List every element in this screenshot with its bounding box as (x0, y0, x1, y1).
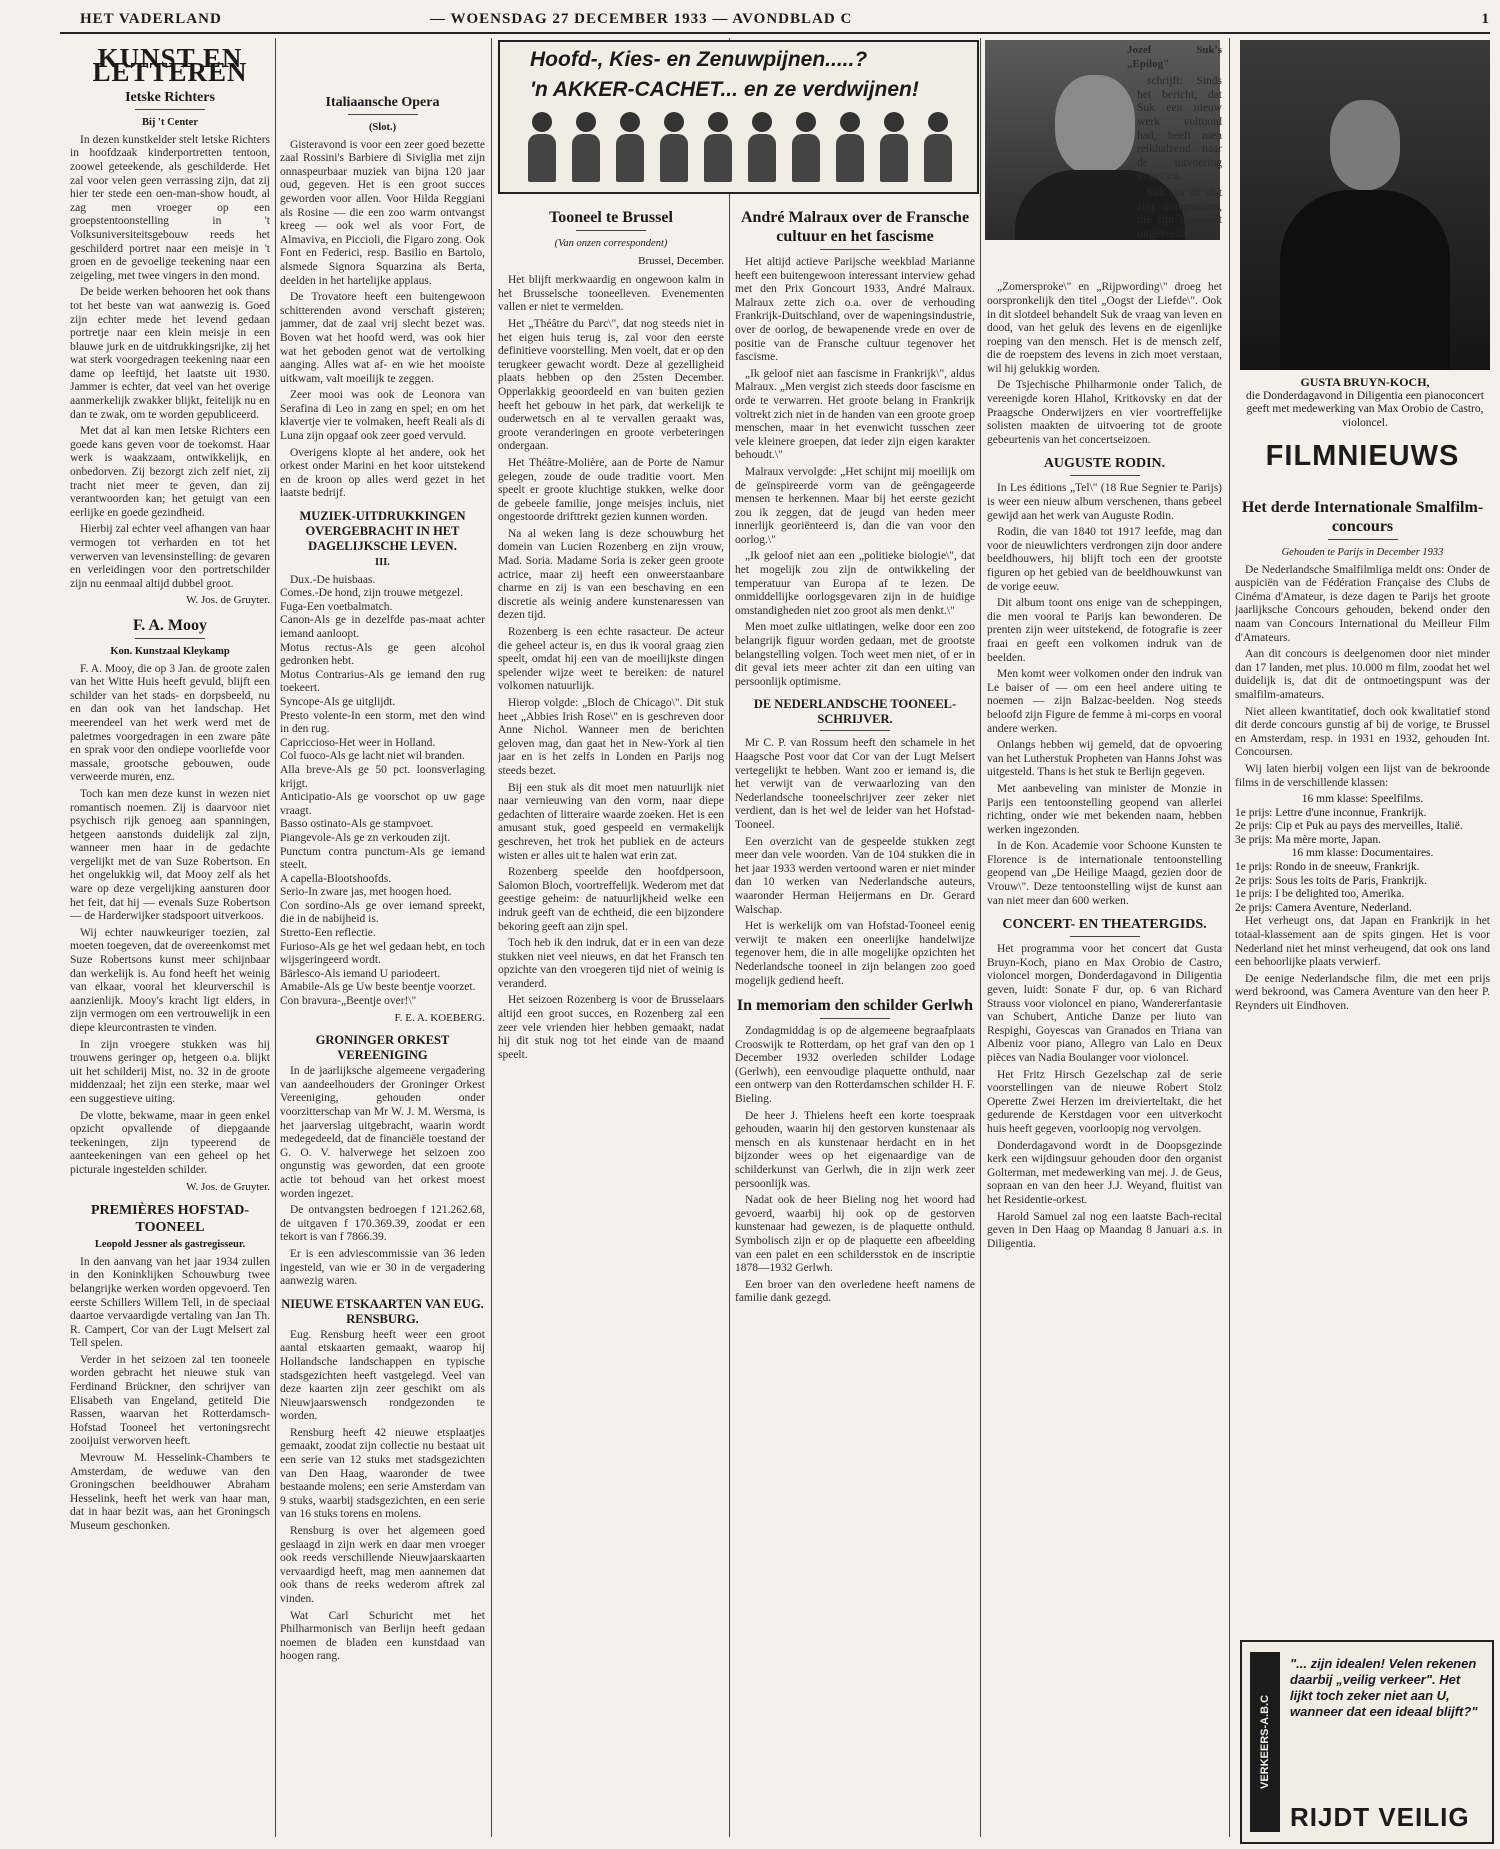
article-body: schrijft: Sinds het bericht, dat Suk een nieuw werk voltooid had, heeft men reikhalzend naar de uitvoering uitgezien. Suk aan dit slot zijn composities, die zijn imposant uitgeveerd. (1137, 75, 1222, 240)
prize-title: Sous les toits de Paris, Frankrijk. (1275, 874, 1427, 887)
column-1 (70, 38, 270, 1839)
article-signature: W. Jos. de Gruyter. (186, 594, 270, 607)
column-divider (729, 38, 730, 1837)
article-subtitle: Kon. Kunstzaal Kleykamp (110, 645, 230, 657)
prize-row (1235, 875, 1490, 889)
article-body: F. A. Mooy, die op 3 Jan. de groote zalen van het Witte Huis heeft gevuld, blijft een schilder van het stads- en dorpsbeeld, nu en dan ook van het landschap. Het meerendeel van het werk werd met de paletmes voorgedragen in een zware pâte en sprak voor den ondiepe voorliefde voor massale, grootsche gebouwen, oude verweerde muren, enz. Toch kan men deze kunst in wezen niet romantisch noemen. Zij is daarvoor niet psychisch rijk genoeg aan spanningen, hetgeen aanstonds duidelijk zal zijn, wanneer men haar in de gedachte vergelijkt met de van Suze Robertson. En het ongelukkig wil, dat Mooy zelf als het ware op deze vergelijking aansturen door het feit, dat hij — evenals Suze Robertson — de Harderwijker stadspoort uitverkoos. Wij echter nauwkeuriger toezien, zal moeten toegeven, dat de overeenkomst met Suze Robertsons kunst meer schijnbaar dan werkelijk is. Au fond heeft het weinig van elkaar, vooral het kleurverschil is aanzienlijk. Mooy's kracht ligt elders, in zijn vermogen om een vertrouwelijk in een diepe kleurcontrasten te vinden. In zijn vroegere stukken was hij trouwens geringer op, hetgeen o.a. blijkt uit het schilderij Mist, no. 32 in de groote middenzaal; het zijn een sterke, maar wel een suggestieve uiting. De vlotte, bekwame, maar in geen enkel opzicht opvallende of diepgaande teekeningen, zijn typeerend de aanteekeningen van een geheel op het picturale ingestelden schilder. (70, 662, 270, 1176)
article-subtitle: Leopold Jessner als gastregisseur. (94, 1239, 246, 1251)
prize-title: Camera Aventure, Nederland. (1275, 901, 1412, 914)
article-body: Mr C. P. van Rossum heeft den schamele in het Haagsche Post voor dat Cor van der Lugt Melsert vertegelijkt te hebben. Want zoo er iemand is, die het verwijt van de verwaarlozing van den Nederlandsche tooneelschrijver zeer zeker niet verdient, dan is het wel de leider van het Hofstad-Tooneel. Een overzicht van de gespeelde stukken zegt meer dan vele woorden. Van de 104 stukken die in het jaar 1933 werden vertoond waren er niet minder dan 10 werken van Nederlandsche auteurs, waaronder Herman Heijermans en Dr. Gerard Walschap. Het is werkelijk om van Hofstad-Tooneel eenig verwijt te maken een oneerlijke handelwijze tegenover hem, die in alle mogelijke opzichten het Nederlandsche tooneel in zijn belangen zoo goed mogelijk gediend heeft. (735, 737, 975, 987)
ad-headline: Hoofd-, Kies- en Zenuwpijnen.....? (530, 48, 868, 71)
article-title: Het derde Internationale Smalfilm-concours (1241, 499, 1484, 535)
article-subtitle: Gehouden te Parijs in December 1933 (1281, 547, 1444, 558)
photo-caption (1240, 376, 1490, 430)
article-body: In den aanvang van het jaar 1934 zullen in den Koninklijken Schouwburg twee belangrijke werken worden opgevoerd. Ten eerste Schillers Willem Tell, in de speciaal daartoe vervaardigde vertaling van Jan Th. R. Campert, Cor van der Lugt Melsert zal Tell spelen. Verder in het seizoen zal ten tooneele worden gebracht het nieuwe stuk van Ferdinand Brückner, den schrijver van Elisabeth van Engeland, getiteld Die Rassen, waarvan het Rotterdamsch-Hofstad Tooneel het vertoningsrecht zooijuist verworven heeft. Mevrouw M. Hesselink-Chambers te Amsterdam, de weduwe van den Groningschen beeldhouwer Abraham Hesselink, heeft het werk van haar man, dat in haar bezit was, aan het Groningsch Museum geschonken. (70, 1255, 270, 1532)
column-divider (980, 38, 981, 1837)
article-body: In Les éditions „Tel\" (18 Rue Segnier te Parijs) is weer een nieuw album verschenen, thans gebeel gewijd aan het werk van Auguste Rodin. Rodin, die van 1840 tot 1917 leefde, mag dan voor de nieuwlichters verdrongen zijn door andere beeldhouwers, hij blijft toch een der grootste figuren op het gebied van de beeldhouwkunst van de vorige eeuw. Dit album toont ons enige van de scheppingen, die men vooral te Parijs kan bewonderen. De prenten zijn weer uitstekend, de fotografie is zeer fraai en geeft een volkomen indruk van de beelden. Men komt weer volkomen onder den indruk van Le baiser of — om een heel andere uiting te noemen — zijn Balzac-beelden. Nog steeds beloofd zijn Figure de femme à mi-corps en vooral andere werken. Onlangs hebben wij gemeld, dat de opvoering van het Lutherstuk Propheten van Hanns Johst was uitgesteld. Thans is het stuk te Berlijn gegeven. Met aanbeveling van minister de Monzie in Parijs een tentoonstelling geopend van allerlei richting, onder wie met bekenden naam, hebben werken ingezonden. In de Kon. Academie voor Schoone Kunsten te Florence is de internationale tentoonstelling geopend van „De Heilige Maagd, gezien door de Vrouw\". Deze tentoonstelling wijst de kunst aan van niet meer dan 600 werken. (987, 482, 1222, 907)
article-title: In memoriam den schilder Gerlwh (736, 997, 974, 1015)
article-body: „Zomersproke\" en „Rijpwording\" droeg het oorspronkelijk den titel „Oogst der Liefde\". Ook in dit slotdeel behandelt Suk de vraag van leven en dood, van het geluk des levens en de eigenlijke roeping van den mensch. Het is de mensch zelf, die de roepstem des levens in zich moet verstaan, wil hij gelukkig worden. De Tsjechische Philharmonie onder Talich, de vereenigde koren Hlahol, Kritkovsky en dat der Praagsche Onderwijzers en vier voortreffelijke solisten maakten de uitvoering tot de groote gebeurtenis van het concertseizoen. (987, 281, 1222, 446)
figure-illustration (921, 108, 955, 184)
article-title: PREMIÈRES HOFSTAD-TOONEEL (90, 1203, 250, 1236)
article-title: André Malraux over de Fransche cultuur en het fascisme (740, 209, 970, 245)
column-divider (275, 38, 276, 1837)
article-body: Dux.-De huisbaas. Comes.-De hond, zijn trouwe metgezel. Fuga-Een voetbalmatch. Canon-Als ge in dezelfde pas-maat achter iemand aanloopt. Motus rectus-Als ge geen alcohol gedronken hebt. Motus Contrarius-Als ge iemand den rug toekeert. Syncope-Als ge uitglijdt. Presto volente-In een storm, met den wind in den rug. Capriccioso-Het weer in Holland. Col fuoco-Als ge lacht niet wil branden. Alla breve-Als ge 50 pct. loonsverlaging krijgt. Anticipatio-Als ge voorschot op uw gage vraagt. Basso ostinato-Als ge stampvoet. Piangevole-Als ge zn verkouden zijt. Punctum contra punctum-Als ge iemand steelt. A capella-Blootshoofds. Serio-In zware jas, met hoogen hoed. Con sordino-Als ge over iemand spreekt, die in de nabijheid is. Stretto-Een reflectie. Furioso-Als ge het wel gedaan hebt, en toch wijsgeringeerd wordt. Bärlesco-Als iemand U pariodeert. Amabile-Als ge Uw beste beentje voorzet. Con bravura-„Beentje over!\" (280, 573, 485, 1008)
figure-illustration (745, 108, 779, 184)
prize-rank: 1e prijs: (1235, 861, 1276, 874)
masthead-date: — WOENSDAG 27 DECEMBER 1933 — AVONDBLAD C (430, 10, 853, 27)
article-body: Het altijd actieve Parijsche weekblad Marianne heeft een buitengewoon interessant interview gehad met den Prix Goncourt 1933, André Malraux. Malraux zette zich o.a. over de verhouding Frankrijk-Duitschland, over de wapeningsindustrie, over de oorlog, de bewapenende vrede en over de positie van de Fransche cultuur tegenover het fascisme. „Ik geloof niet aan fascisme in Frankrijk\", aldus Malraux. „Men vergist zich steeds door fascisme en orde te verwarren. Het groote belang in Frankrijk voltrekt zich niet in de handen van een groote groep menschen, maar in het evenwicht tusschen zeer vele kleinere groepen, dat ieder zijn eigen karakter behoudt.\" Malraux vervolgde: „Het schijnt mij moeilijk om de geïnspireerde vorm van de geëngageerde mensen te herkennen. Maar bij het eerste gezicht zou ik zeggen, dat de jeugd van heden meer innerlijk georiënteerd is, dan die van voor den oorlog.\" „Ik geloof niet aan een „politieke biologie\", dat het mogelijk zou zijn de ontwikkeling der temperatuur van Europa af te lezen. De onmiddellijke oorlogsgevaren zijn in de huidige omstandigheden niet zoo groot als men denkt.\" Men moet zulke uitlatingen, welke door een zoo belangrijk figuur worden gedaan, met de grootste belangstelling volgen. Toch weet men niet, of er in dit geval iets meer achter zit dan een uiting van persoonlijk optimisme. (735, 256, 975, 688)
prize-row (1235, 902, 1490, 916)
prize-rank: 1e prijs: (1235, 806, 1276, 819)
article-title: MUZIEK-UITDRUKKINGEN OVERGEBRACHT IN HET DAGELIJKSCHE LEVEN. (299, 509, 466, 554)
article-subtitle: (Van onzen correspondent) (554, 238, 668, 249)
caption-text: die Donderdagavond in Diligentia een pianoconcert geeft met medewerking van Max Orobio de Castro, violoncel. (1246, 389, 1484, 429)
prize-rank: 1e prijs: (1235, 888, 1276, 901)
masthead (80, 8, 1490, 30)
ad-slogan: 'n AKKER-CACHET... en ze verdwijnen! (530, 78, 919, 101)
article-body: De Nederlandsche Smalfilmliga meldt ons: Onder de auspiciën van de Fédération Française des Clubs de Cinéma d'Amateur, is deze dagen te Parijs het groote jaarlijksche Concours gehouden, bekend onder den naam van Concours International du Meilleur Film d'Amateurs. Aan dit concours is deelgenomen door niet minder dan 17 landen, met plus. 10.000 m film, zoodat het wel duidelijk is, dat dit de ontmoetingspunt was der smalfilm-amateurs. Niet alleen kwantitatief, doch ook kwalitatief stond dit derde concours gunstig af bij de vorige, te Brussel en Amsterdam, resp. in 1931 en 1932, gehouden Int. Concoursen. Wij laten hierbij volgen een lijst van de bekroonde films in de verschillende klassen: (1235, 563, 1490, 789)
prize-row (1235, 820, 1490, 834)
prize-title: Ma mère morte, Japan. (1275, 833, 1381, 846)
article-body: Het blijft merkwaardig en ongewoon kalm in het Brusselsche tooneelleven. Evenementen vallen er niet te vermelden. Het „Théâtre du Parc\", dat nog steeds niet in het eigen huis terug is, zal voor den eerste definitieve voorstelling. Men voelt, dat er op den terugkeer gewacht wordt. Deze al gezelligheid plaats hebben op den 25sten December. Opperlakkig geoordeeld en van buiten gezien heeft het gebouw in het park, dat werkelijk te ouderwetsch en al te vervallen geraakt was, groote veranderingen en groote verbeteringen ondergaan. Het Théâtre-Molière, aan de Porte de Namur gelegen, zoude de oude traditie voort. Men speelt er groote kluchtige stukken, welke door de gebeele familie, jonge meisjes incluis, niet ongestoorde drifttrekt gezien kunnen worden. Na al weken lang is deze schouwburg het domein van Lucien Rozenberg en zijn vrouw, Mad. Soria. Madame Soria is zeker geen groote actrice, maar zij heeft een onweerstaanbare charme en zij is van een beschaving en een discretie als weinig andere kunstenaressen van dezen tijd. Rozenberg is een echte rasacteur. De acteur die geheel acteur is, en dus ik vooral graag zien speelt, omdat hij een van de moeilijkste dingen spelender wijze weet te bereiken: de naturel volkomen natuurlijk. Hierop volgde: „Bloch de Chicago\". Dit stuk heet „Abbies Irish Rose\" en is geschreven door Anne Nichol. Wanneer men de berichten geloven mag, dan gaat het in New-York al tien jaar en is het zelfs in Londen en Parijs nog steeds bezet. Bij een stuk als dit moet men natuurlijk niet naar vernieuwing van den vorm, naar diepe gedachten of litteraire waarde zoeken. Het is een amusant stuk, goed gespeeld en vermakelijk geschreven, het trok het publiek en de acteurs wisten er alles uit te halen wat erin zat. Rozenberg speelde den hoofdpersoon, Salomon Bloch, voortreffelijk. Wederom met dat geestige geheim: de natuurlijkheid welke een indruk geeft van de echtheid, die een bijzondere bekoring geeft aan zijn spel. Toch heb ik den indruk, dat er in een van deze stukken niet veel nieuws, en dat het Fransch ten opzichte van den vroegeren tijd niet of weinig is veranderd. Het seizoen Rozenberg is voor de Brusselaars altijd een groot succes, en Rozenberg zal een zeer vele vrienden hier hebben gemaakt, nadat hij dit stuk nog tot het einde van de maand speelt. (498, 274, 724, 1061)
prize-rank: 3e prijs: (1235, 833, 1276, 846)
article-title: Tooneel te Brussel (549, 209, 673, 226)
article-title: Jozef Suk's „Epilog" (1127, 44, 1222, 70)
figure-illustration (701, 108, 735, 184)
article-body: Eug. Rensburg heeft weer een groot aantal etskaarten gemaakt, waarop hij Hollandsche landschappen en typische stadsgezichten heeft vastgelegd. Veel van deze kaarten zijn zeer geschikt om als Nieuwjaarswensch rondgezonden te worden. Rensburg heeft 42 nieuwe etsplaatjes gemaakt, zoodat zijn collectie nu bestaat uit een serie van 12 stuks met stadsgezichten van Den Haag, waaronder de twee bestaande molens; een serie Amsterdam van 9 stuks, waarbij stadsgezichten, en een serie van 16 stuks torens en molens. Rensburg is over het algemeen goed geslaagd in zijn werk en daar men vroeger ook reeds verschillende Nieuwjaarskaarten vervaardigd heeft, mag men aannemen dat ook thans de reeks wederom aftrek zal vinden. Wat Carl Schuricht met het Philharmonisch van Berlijn heeft gedaan noemen de bladen een kunstdaad van hoogen rang. (280, 1328, 485, 1663)
column-5 (987, 44, 1222, 1839)
column-divider (491, 38, 492, 1837)
akker-cachet-advertisement (498, 40, 979, 194)
gusta-bruyn-koch-photo (1240, 40, 1490, 370)
prize-row (1235, 861, 1490, 875)
article-title: DE NEDERLANDSCHE TOONEEL-SCHRIJVER. (753, 697, 957, 727)
column-2 (280, 38, 485, 1839)
column-4 (735, 200, 975, 1839)
article-body: Het programma voor het concert dat Gusta Bruyn-Koch, piano en Max Orobio de Castro, violoncel morgen, Donderdagavond in Diligentia geven, luidt: Sonate F dur, op. 6 van Richard Strauss voor violoncel en piano, Wandererfantasie van Schubert, Antiche Danze per liuto van Respighi, Goyescas van Granados en Triana van Albeniz voor piano, Allegro van Lalo en Deux pièces van Nadia Boulanger voor violoncel. Het Fritz Hirsch Gezelschap zal de serie voorstellingen van de nieuwe Robert Stolz Operette Zwei Herzen im dreivierteltakt, die het gedurende de Kerstdagen voor een uitverkocht huis heeft gegeven, voorloopig nog vervolgen. Donderdagavond wordt in de Doopsgezinde kerk een wijdingsuur gehouden door den organist Golterman, met medewerking van mej. J. de Geus, sopraan en van den heer J.J. Weyand, fluitist van het Residentie-orkest. Harold Samuel zal nog een laatste Bach-recital geven in Den Haag op Maandag 8 Januari a.s. in Diligentia. (987, 943, 1222, 1250)
article-title: NIEUWE ETSKAARTEN VAN EUG. RENSBURG. (281, 1296, 484, 1326)
column-3 (498, 200, 724, 1839)
column-6 (1235, 490, 1490, 1634)
prize-rank: 2e prijs: (1235, 874, 1276, 887)
article-signature: W. Jos. de Gruyter. (186, 1180, 270, 1193)
prize-title: Cip et Puk au pays des merveilles, Italië. (1275, 820, 1463, 833)
prize-list (1235, 793, 1490, 915)
article-subtitle: III. (375, 557, 390, 569)
ad-text: "... zijn idealen! Velen rekenen daarbij „veilig verkeer". Het lijkt toch zeker niet aan U, wanneer dat een ideaal blijft?" (1290, 1656, 1478, 1719)
article-title: CONCERT- EN THEATERGIDS. (1002, 917, 1207, 933)
article-subtitle: (Slot.) (368, 122, 397, 133)
article-title: GRONINGER ORKEST VEREENIGING (315, 1033, 450, 1063)
article-body: In de jaarlijksche algemeene vergadering van aandeelhouders der Groninger Orkest Vereeniging, gehouden onder voorzitterschap van Mr W. J. M. Wersma, is het jaarverslag uitgebracht, waarin wordt medegedeeld, dat de financiële toestand der G. O. V. halverwege het seizoen zoo ongunstig was geworden, dat een groote actie tot behoud van het orkest moest worden ingezet. De ontvangsten bedroegen f 121.262.68, de uitgaven f 170.369.39, zoodat er een tekort is van f 7866.39. Er is een adviescommissie van 36 leden ingesteld, van wie er 30 in de vergadering aanwezig waren. (280, 1065, 485, 1288)
article-body: Zondagmiddag is op de algemeene begraafplaats Crooswijk te Rotterdam, op het graf van den op 1 December 1932 overleden schilder Lodage (Gerlwh), een eenvoudige plaquette onthuld, naar een ontwerp van den Rotterdamschen schilder H. F. Bieling. De heer J. Thielens heeft een korte toespraak gehouden, waarin hij den gestorven kunstenaar als mensch en als kunstenaar herdacht en in het bijzonder wees op het eigenaardige van de schilderkunst van Gerlwh, die in zijn werk zeer persoonlijk was. Nadat ook de heer Bieling nog het woord had gevoerd, waarbij hij ook op de gestorven kunstenaar had gewezen, is de plaquette onthuld. Symbolisch zijn er op de plaquette een afbeelding van een palet en een schildersstok en de inscriptie 1878—1932 Gerlwh. Een broer van den overledene heeft namens de familie dank gezegd. (735, 1025, 975, 1305)
page-number: 1 (1481, 10, 1490, 27)
ad-illustration (520, 108, 960, 186)
figure-illustration (613, 108, 647, 184)
masthead-rule (60, 32, 1490, 34)
figure-illustration (525, 108, 559, 184)
section-title: KUNST EN LETTEREN (92, 43, 248, 87)
masthead-paper-name: HET VADERLAND (80, 10, 222, 27)
prize-row (1235, 888, 1490, 902)
section-title: FILMNIEUWS (1265, 440, 1460, 472)
prize-class-heading: 16 mm klasse: Speelfilms. (1301, 793, 1424, 806)
verkeers-abc-advertisement (1240, 1640, 1494, 1844)
article-signature: F. E. A. KOEBERG. (394, 1011, 485, 1024)
prize-row (1235, 807, 1490, 821)
article-body: In dezen kunstkelder stelt Ietske Richters in hoofdzaak kinderportretten tentoon, zoowel geteekende, als geschilderde. Het zal voor velen geen verrassing zijn, dat zij hier ter stede een oen-man-show houdt, al zag men vroeger op een groepstentoonstelling in 't Volksuniversiteitsgebouw reeds het geschilderd portret naar een meisje in 't groen en de gevoelige teekening naar een zeigeling, met twee vingers in den mond. De beide werken behooren het ook thans tot het beste van wat aanwezig is. Goed zijn echter mede het levend gedaan portretje naar een klein meisje in een blauwe jurk en de uitdrukkingsrijke, zij het wat sterk voorgedragen teekening naar een dame op leeftijd, het laatste uit 1930. Jammer is echter, dat veel van het overige aanmerkelijk zwakker blijkt, feitelijk nu en dan te zwak, om te worden gepubliceerd. Met dat al kan men Ietske Richters een goede kans geven voor de toekomst. Haar werk is waakzaam, ontwikkelijk, en onbedorven. Zij bezorgt zich zelf niet, zij tracht niet meer te geven, dan zij verantwoorden kan; het getuigt van een eerlijke en goede gezindheid. Hierbij zal echter veel afhangen van haar vermogen tot verharden en tot het verwerven van levensinstelling: de gevaren en verleidingen voor den portretschilder zijn nu eenmaal altijd dubbel groot. (70, 133, 270, 590)
prize-title: I be delighted too, Amerika. (1275, 888, 1405, 901)
figure-illustration (569, 108, 603, 184)
prize-row (1235, 834, 1490, 848)
prize-title: Rondo in de sneeuw, Frankrijk. (1275, 861, 1420, 874)
article-body: Het verheugt ons, dat Japan en Frankrijk in het totaal-klassement aan de spits gingen. Het is voor Nederland niet het minst verheugend, dat ook ons land een behoorlijke plaats verwierf. De eenige Nederlandsche film, die met een prijs werd bekroond, was Camera Aventure van den heer P. Reynders uit Eindhoven. (1235, 915, 1490, 1012)
dateline: Brussel, December. (638, 254, 724, 267)
prize-rank: 2e prijs: (1235, 901, 1276, 914)
figure-illustration (789, 108, 823, 184)
prize-rank: 2e prijs: (1235, 820, 1276, 833)
article-title: F. A. Mooy (132, 616, 208, 634)
article-title: Ietske Richters (125, 90, 215, 106)
article-subtitle: Bij 't Center (142, 117, 198, 129)
ad-sidebar-label: VERKEERS-A.B.C (1250, 1652, 1280, 1832)
column-divider (1229, 38, 1230, 1837)
caption-name: GUSTA BRUYN-KOCH, (1300, 375, 1430, 389)
ad-slogan: RIJDT VEILIG (1290, 1802, 1470, 1832)
article-title: Italiaansche Opera (325, 95, 440, 110)
figure-illustration (877, 108, 911, 184)
prize-title: Lettre d'une inconnue, Frankrijk. (1275, 806, 1427, 819)
prize-class-heading: 16 mm klasse: Documentaires. (1291, 847, 1434, 860)
article-title: AUGUSTE RODIN. (1043, 456, 1166, 472)
figure-illustration (833, 108, 867, 184)
figure-illustration (657, 108, 691, 184)
article-body: Gisteravond is voor een zeer goed bezette zaal Rossini's Barbiere di Siviglia met zijn onnaspeurbaar muziek van bijna 120 jaar oud, gegeven. Het is een groot succes geworden voor allen. Voor Hilda Reggiani als Rosine — die een zoo warm ontvangst kreeg — ook wel als voor Fort, de Almaviva, en Piccioli, die Figaro zong. Ook Font en Federici, resp. Basilio en Bartolo, alsmede Signora Squarzina als Berta, deelden in het hartelijke applaus. De Trovatore heeft een buitengewoon schitterenden avond verschaft gisteren; jammer, dat de zaal vrij slecht bezet was. Boven wat het hoofd werd, was ook hier wat het geboden genot wat de vertolking aanging. Alles wat af- en wie het mooiste uitkwam, valt moeilijk te zeggen. Zeer mooi was ook de Leonora van Serafina di Leo in zang en spel; en om het klavertje vier te volmaken, heeft Reali als di Luna zijn opgaaf ook zeer goed vervuld. Overigens klopte al het andere, ook het orkest onder Marini en het koor uitstekend en de kroon op alles werd gezet in het laatste bedrijf. (280, 138, 485, 500)
